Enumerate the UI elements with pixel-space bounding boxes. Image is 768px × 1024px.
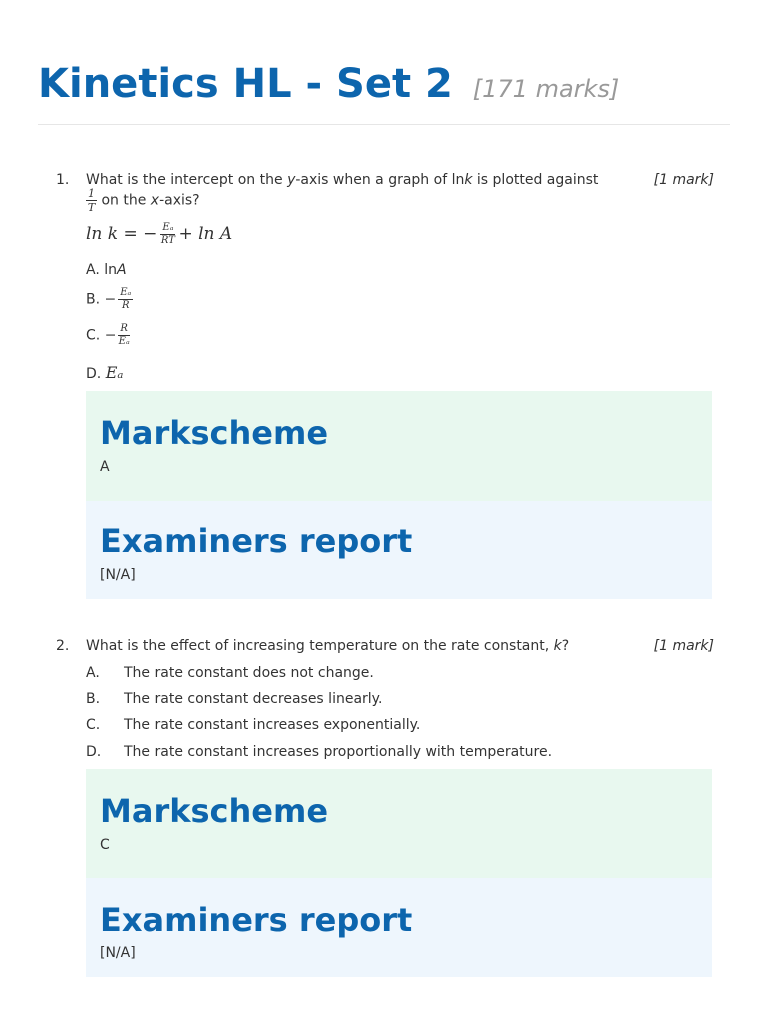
q1-eq-num: Eₐ: [162, 222, 174, 233]
q1-markscheme: [86, 391, 712, 501]
q1-markscheme-title: Markscheme: [100, 414, 329, 452]
q2-kvar: k: [553, 638, 562, 654]
question-1-text-line2: [86, 188, 200, 213]
q2-option-b-letter: B.: [86, 691, 101, 707]
q2-option-b-text: The rate constant decreases linearly.: [124, 691, 383, 707]
q1-option-b-num: Eₐ: [120, 287, 132, 298]
q2-option-a-letter: A.: [86, 665, 100, 681]
question-2-number: 2.: [56, 638, 70, 654]
q1-inline-fraction: [86, 188, 97, 213]
q1-text-before: What is the intercept on the: [86, 172, 288, 188]
q2-markscheme-answer: C: [100, 837, 110, 853]
q2-text: What is the effect of increasing temperature on the rate constant,: [86, 638, 554, 654]
total-marks: [171 marks]: [472, 75, 620, 103]
q1-option-b-fraction: [118, 288, 133, 311]
q1-option-a[interactable]: [86, 262, 127, 278]
q1-option-c-letter: C.: [86, 327, 101, 344]
q1-examiners-report: [86, 501, 712, 599]
q1-option-a-letter: A.: [86, 262, 100, 278]
q2-markscheme: [86, 769, 712, 878]
page-title: [38, 61, 620, 107]
question-1-mark: [1 mark]: [653, 172, 714, 188]
q1-kvar: k: [464, 172, 473, 188]
q1-option-c-den: Eₐ: [118, 336, 130, 347]
q2-option-c[interactable]: [86, 717, 420, 733]
q1-option-d[interactable]: [86, 363, 123, 382]
q2-option-d[interactable]: [86, 744, 552, 760]
q1-eq-lhs: ln k = −: [86, 224, 158, 244]
question-2-mark: [1 mark]: [653, 638, 714, 654]
title-text: Kinetics HL - Set 2: [38, 61, 453, 107]
q1-eq-den: RT: [160, 235, 175, 246]
q1-option-c[interactable]: [86, 324, 130, 347]
q1-option-a-text: ln: [104, 262, 117, 278]
q1-frac-num: 1: [88, 187, 95, 200]
q1-xvar: x: [150, 192, 160, 209]
q1-eq-rhs: + ln A: [178, 224, 233, 244]
q2-examiners-title: Examiners report: [100, 901, 413, 939]
q1-option-d-letter: D.: [86, 366, 102, 382]
question-2-text: [86, 638, 569, 654]
q2-option-a[interactable]: [86, 665, 374, 681]
q1-option-c-fraction: [118, 324, 130, 347]
q2-examiners-text: [N/A]: [100, 945, 136, 961]
q2-option-a-text: The rate constant does not change.: [124, 665, 374, 681]
q2-option-c-text: The rate constant increases exponentially.: [124, 717, 421, 733]
question-1-number: 1.: [56, 172, 70, 188]
q1-option-d-text: Eₐ: [105, 363, 124, 382]
q1-option-b-den: R: [122, 300, 130, 311]
q2-examiners-report: [86, 878, 712, 977]
q1-yvar: y: [287, 172, 296, 188]
q1-option-c-sign: −: [104, 327, 117, 344]
q1-option-b[interactable]: [86, 288, 133, 311]
question-1-text-line1: [86, 172, 598, 188]
q1-examiners-text: [N/A]: [100, 567, 136, 583]
q1-line2-after: -axis?: [159, 192, 200, 209]
q1-option-c-num: R: [120, 323, 128, 334]
q1-option-b-letter: B.: [86, 291, 101, 308]
q1-line2-before: on the: [97, 192, 151, 209]
q1-markscheme-answer: A: [100, 459, 110, 475]
q2-markscheme-title: Markscheme: [100, 792, 329, 830]
q2-option-b[interactable]: [86, 691, 382, 707]
q1-option-a-var: A: [117, 262, 127, 278]
q2-option-c-letter: C.: [86, 717, 101, 733]
q1-text-mid: -axis when a graph of ln: [295, 172, 465, 188]
q1-examiners-title: Examiners report: [100, 522, 413, 560]
q2-option-d-text: The rate constant increases proportionally with temperature.: [124, 744, 553, 760]
q2-option-d-letter: D.: [86, 744, 102, 760]
title-divider: [38, 124, 730, 125]
q2-text-end: ?: [561, 638, 570, 654]
q1-frac-den: T: [87, 201, 96, 214]
q1-eq-fraction: [160, 223, 175, 246]
q1-equation: [86, 223, 232, 246]
q1-text-after: is plotted against: [472, 172, 599, 188]
q1-option-b-sign: −: [104, 291, 117, 308]
